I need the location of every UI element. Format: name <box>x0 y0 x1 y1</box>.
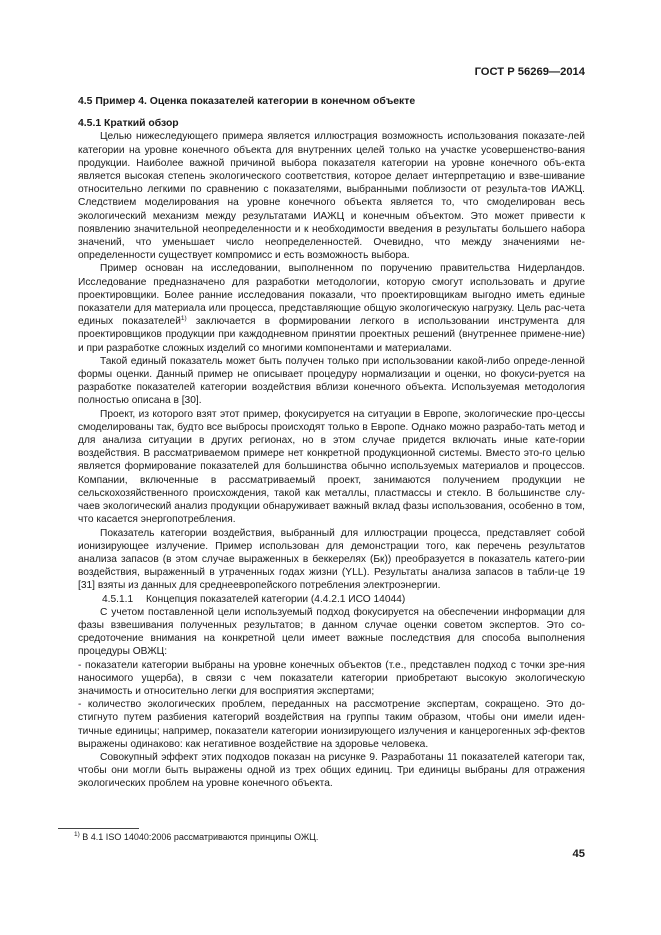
body-text <box>78 95 585 791</box>
paragraph: Целью нижеследующего примера является иллюстрация возможность использования показате-лей категории на уровне конечного объекта для внутренних целей только на участке усовершенство-вания продукции. Наиболее важной причиной выбора показателя категории на уровне конечного объ-екта является высокая степень экологического соответствия, которое делает интерпретацию и взве-шивание относительно легкими по сравнению с показателями, выбранными поблизости от результа-тов ИАЖЦ. Следствием моделирования на уровне конечного объекта является то, что смоделирован весь экологический механизм между результатами ИАЖЦ и конечным объектом. Это может привести к появлению значительной неопределенности и к необходимости введения в результаты большего набора значений, что уменьшает число неопределенностей. Очевидно, что между значениями не-определенности существует компромисс и есть возможность выбора. <box>78 131 585 262</box>
footnote-divider <box>58 828 139 829</box>
footnote <box>74 832 318 842</box>
clause-number: 4.5.1.1 <box>102 593 134 605</box>
section-title: 4.5 Пример 4. Оценка показателей категории в конечном объекте <box>78 96 416 107</box>
list-item: - количество экологических проблем, переданных на рассмотрение экспертам, сокращено. Это до-стигнуто путем разбиения категорий воздействия на группы таким образом, чтобы они имели иден-тичные единицы; например, показатели категории ионизирующего излучения и канцерогенных эф-фектов выражены одинаково: как негативное воздействие на здоровье человека. <box>78 699 585 750</box>
clause-heading <box>78 593 585 606</box>
clause-text: Концепция показателей категории (4.4.2.1 ИСО 14044) <box>146 593 406 605</box>
paragraph: С учетом поставленной цели используемый подход фокусируется на обеспечении информации для фазы взвешивания полученных результатов; в данном случае оценки советом экспертов. Это со-средоточение внимания на конкретной цели имеет важные последствия для способа выполнения процедуры ОВЖЦ: <box>78 606 585 658</box>
paragraph: Совокупный эффект этих подходов показан на рисунке 9. Разработаны 11 показателей категори так, чтобы они могли быть выражены одной из трех общих единиц. Три единицы выбраны для отражения экологических проблем на уровне конечного объекта. <box>78 751 585 790</box>
footnote-text: В 4.1 ISO 14040:2006 рассматриваются принципы ОЖЦ. <box>82 832 319 842</box>
page-number: 45 <box>572 848 585 860</box>
paragraph-part: заключается в формировании легкого в использовании инструмента для проектировщиков продукции при каждодневном принятии проектных решений (внутреннее примене-ние) и при разработке сложных изделий со многими компонентами и материалами. <box>78 316 586 354</box>
subsection-title: 4.5.1 Краткий обзор <box>78 118 179 130</box>
standard-designation: ГОСТ Р 56269—2014 <box>474 66 585 78</box>
footnote-ref: 1) <box>180 315 187 323</box>
paragraph: Проект, из которого взят этот пример, фокусируется на ситуации в Европе, экологические про-цессы смоделированы так, будто все выбросы происходят только в Европе. Однако можно разрабо-тать метод и для анализа ситуации в других регионах, но в этом случае придется включать иные кате-гории воздействия. В рассматриваемом примере нет конкретной продукционной системы. Вместо это-го целью является формирование показателей для большинства обычно используемых материалов и процессов. Компании, включенные в рассматриваемый проект, занимаются получением продукции не сельскохозяйственного происхождения, такой как металлы, пластмассы и стекло. В большинстве слу-чаев экологический анализ продукции обнаруживает важный вклад фазы использования, особенно в том, что касается энергопотребления. <box>78 408 585 526</box>
paragraph: Такой единый показатель может быть получен только при использовании какой-либо опреде-ленной формы оценки. Данный пример не описывает процедуру нормализации и оценки, но фокуси-руется на разработке показателей категории воздействия вблизи конечного объекта. Используемая методология полностью описана в [30]. <box>78 355 585 407</box>
list-item: - показатели категории выбраны на уровне конечных объектов (т.е., представлен подход с точки зре-ния наносимого ущерба), в связи с чем показатели категории приобретают высокую экологическую значимость и относительно легки для восприятия экспертами; <box>78 659 585 697</box>
paragraph-part: Пример основан на исследовании, выполненном по поручению правительства Нидерландов. Исследование предназначено для разработки методологии, которую смогут использовать и другие проектировщики. Более ранние исследования показали, что проектировщикам выгодно иметь единые показатели для материала или процесса, представляющие общую экологическую нагрузку. Цель рас-чета единых показателей <box>78 263 585 328</box>
paragraph: Показатель категории воздействия, выбранный для иллюстрации процесса, представляет собой ионизирующее излучение. Пример использован для демонстрации того, как перечень результатов анализа запасов (в этом случае выраженных в беккерелях (Бк)) преобразуется в показатель катего-рии воздействия, выраженный в утраченных годах жизни (YLL). Результаты анализа запасов в табли-це 19 [31] взяты из данных для среднеевропейского потребления электроэнергии. <box>78 527 585 592</box>
paragraph <box>78 262 585 354</box>
footnote-marker: 1) <box>74 831 80 838</box>
